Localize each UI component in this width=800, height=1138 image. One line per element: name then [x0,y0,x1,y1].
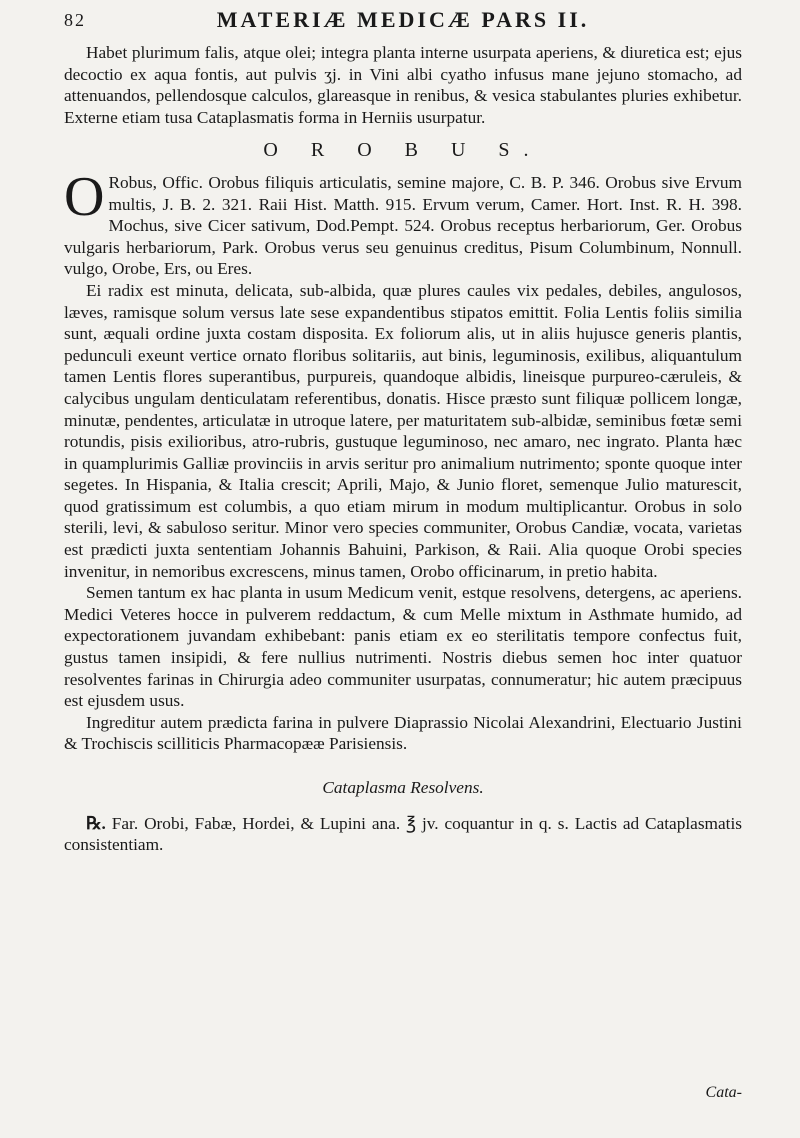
recipe-paragraph [64,813,742,856]
orobus-synonyms-paragraph [64,165,742,280]
intro-paragraph: Habet plurimum falis, atque olei; integra planta interne usurpata aperiens, & diuretica est; ejus decoctio ex aqua fontis, aut pulvis ʒj. in Vini albi cyatho infusus mane jejuno stomacho, ad attenuandos, pellendosque calculos, glareasque in renibus, & vesica stabulantes pluries exhibetur. Externe etiam tusa Cataplasmatis forma in Herniis usurpatur. [64,43,742,127]
catchword: Cata- [705,1084,742,1101]
recipe-title: Cataplasma Resolvens. [322,778,484,797]
running-head: MATERIÆ MEDICÆ PARS II. [216,7,590,32]
rx-symbol: ℞. [86,813,106,833]
synonyms-text: Robus, Offic. Orobus filiquis articulatis, semine majore, C. B. P. 346. Orobus sive Ervum multis, J. B. 2. 321. Raii Hist. Matth. 915. Ervum verum, Camer. Hort. Inst. R. H. 398. Mochus, sive Cicer sativum, Dod.Pempt. 524. Orobus receptus herbariorum, Ger. Orobus vulgaris herbariorum, Park. Orobus verus seu genuinus creditus, Pisum Columbinum, Nonnull. vulgo, Orobe, Ers, ou Eres. [64,172,742,279]
page-number: 82 [64,9,86,30]
medical-use-paragraph: Semen tantum ex hac planta in usum Medicum venit, estque resolvens, detergens, ac aperiens. Medici Veteres hocce in pulverem reddactum, & cum Melle mixtum in Asthmate humido, ad expectorationem juvandam exhibebant: panis etiam ex eo sterilitatis tempore confectus fuit, gustus tamen insipidi, & fere nullius nutrimenti. Nostris diebus semen hoc inter quatuor resolventes farinas in Chirurgia adeo communiter usurpatas, connumeratur; hic autem præcipuus est ejusdem usus. [64,583,742,711]
description-paragraph: Ei radix est minuta, delicata, sub-albida, quæ plures caules vix pedales, debiles, angulosos, læves, ramisque solum versus late sese expandentibus stipatos emittit. Folia Lentis foliis similia sunt, æquali ordine juxta costam disposita. Ex foliorum alis, ut in aliis hujusce generis plantis, pedunculi exeunt vertice ornato floribus solitariis, aut binis, leguminosis, exilibus, aliquantulum tamen Lentis flores superantibus, purpureis, quandoque albidis, lineisque purpureo-cæruleis, & calycibus ungulam denticulatam referentibus, donatis. Hisce præsto sunt filiquæ pollicem longæ, minutæ, pendentes, articulatæ in utroque latere, per maturitatem sub-albidæ, seminibus fœtæ semi rotundis, pisis exilioribus, atro-rubris, gustuque leguminoso, nec amaro, nec ingrato. Planta hæc in quamplurimis Galliæ provinciis in arvis seritur pro animalium nutrimento; sponte quoque inter segetes. In Hispania, & Italia crescit; Aprili, Majo, & Junio floret, semenque Julio maturescit, quod gratissimum est columbis, a quo etiam mirum in modum multiplicantur. Orobus in solo sterili, levi, & sabuloso seritur. Minor vero species communiter, Orobus Candiæ, vocata, varietas est prædicti juxta sententiam Johannis Bahuini, Parkison, & Raii. Alia quoque Orobi species invenitur, in nemoribus excrescens, minus tamen, Orobo officinarum, in pretio habita. [64,280,742,581]
preparations-paragraph: Ingreditur autem prædicta farina in pulvere Diaprassio Nicolai Alexandrini, Electuario Justini & Trochiscis scilliticis Pharmacopææ Parisiensis. [64,712,742,754]
page-header [64,0,742,40]
recipe-text: Far. Orobi, Fabæ, Hordei, & Lupini ana. ℥ jv. coquantur in q. s. Lactis ad Cataplasmatis consistentiam. [64,813,742,855]
page-body [64,42,742,856]
drop-cap: O [64,165,105,228]
section-title: O R O B U S. [263,139,543,162]
